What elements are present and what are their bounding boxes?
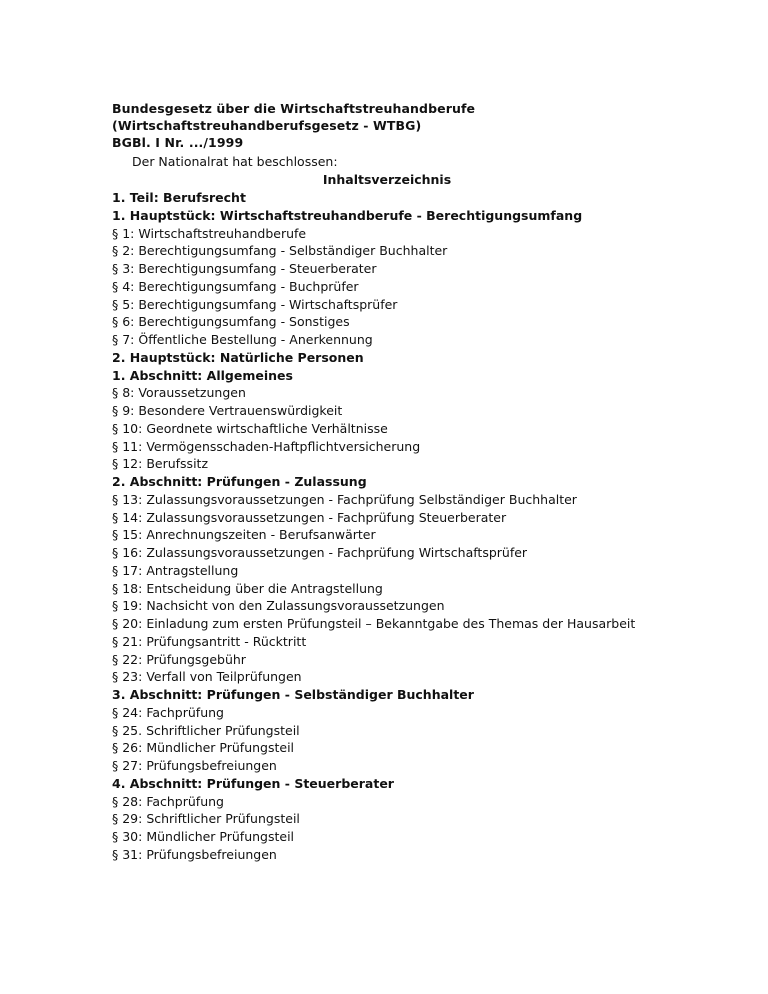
toc-entry: § 24: Fachprüfung (112, 704, 224, 720)
title-line-2: (Wirtschaftstreuhandberufsgesetz - WTBG) (112, 118, 422, 133)
toc-section-heading: 1. Teil: Berufsrecht (112, 190, 246, 205)
toc-section-heading: 2. Abschnitt: Prüfungen - Zulassung (112, 474, 367, 489)
toc-entry: § 9: Besondere Vertrauenswürdigkeit (112, 403, 343, 418)
toc-entry: § 31: Prüfungsbefreiungen (112, 846, 277, 862)
toc-entry: § 13: Zulassungsvoraussetzungen - Fachprüfung Selbständiger Buchhalter (112, 491, 577, 507)
toc-entry: § 3: Berechtigungsumfang - Steuerberater (112, 261, 377, 276)
toc-entry: § 5: Berechtigungsumfang - Wirtschaftsprüfer (112, 296, 398, 312)
toc-entry: § 29: Schriftlicher Prüfungsteil (112, 811, 300, 827)
toc-section-heading: 4. Abschnitt: Prüfungen - Steuerberater (112, 775, 394, 791)
toc-entry: § 18: Entscheidung über die Antragstellung (112, 580, 383, 596)
toc-entry: § 21: Prüfungsantritt - Rücktritt (112, 633, 307, 649)
toc-entry: § 7: Öffentliche Bestellung - Anerkennung (112, 332, 373, 347)
toc-heading: Inhaltsverzeichnis (322, 172, 452, 187)
toc-entry: § 23: Verfall von Teilprüfungen (112, 669, 302, 685)
title-line-3: BGBl. I Nr. .../1999 (112, 135, 244, 150)
toc-entry: § 4: Berechtigungsumfang - Buchprüfer (112, 278, 359, 294)
toc-entry: § 30: Mündlicher Prüfungsteil (112, 829, 295, 844)
toc-entry: § 8: Voraussetzungen (112, 385, 246, 401)
toc-entry: § 14: Zulassungsvoraussetzungen - Fachprüfung Steuerberater (112, 509, 507, 525)
toc-section-heading: 2. Hauptstück: Natürliche Personen (112, 349, 364, 365)
toc-section-heading: 1. Hauptstück: Wirtschaftstreuhandberufe - Berechtigungsumfang (112, 207, 583, 223)
toc-entry: § 26: Mündlicher Prüfungsteil (112, 740, 295, 756)
toc-entry: § 28: Fachprüfung (112, 793, 224, 809)
document-title (112, 100, 475, 151)
toc-entry: § 2: Berechtigungsumfang - Selbständiger Buchhalter (112, 243, 448, 259)
intro-text: Der Nationalrat hat beschlossen: (132, 154, 338, 169)
title-line-1: Bundesgesetz über die Wirtschaftstreuhandberufe (112, 101, 476, 116)
toc-entry: § 22: Prüfungsgebühr (112, 651, 246, 667)
toc-section-heading: 3. Abschnitt: Prüfungen - Selbständiger Buchhalter (112, 687, 474, 702)
toc-entry: § 19: Nachsicht von den Zulassungsvoraussetzungen (112, 598, 445, 614)
toc-entry: § 6: Berechtigungsumfang - Sonstiges (112, 314, 350, 330)
toc-section-heading: 1. Abschnitt: Allgemeines (112, 367, 293, 383)
toc-entry: § 10: Geordnete wirtschaftliche Verhältnisse (112, 420, 388, 436)
toc-entry: § 16: Zulassungsvoraussetzungen - Fachprüfung Wirtschaftsprüfer (112, 545, 528, 560)
toc-entry: § 15: Anrechnungszeiten - Berufsanwärter (112, 527, 376, 543)
toc-entry: § 11: Vermögensschaden-Haftpflichtversicherung (112, 438, 421, 454)
toc-entry: § 27: Prüfungsbefreiungen (112, 758, 277, 773)
toc-entry: § 25. Schriftlicher Prüfungsteil (112, 722, 300, 738)
toc-entry: § 12: Berufssitz (112, 456, 209, 472)
toc-entry: § 20: Einladung zum ersten Prüfungsteil – Bekanntgabe des Themas der Hausarbeit (112, 616, 636, 631)
toc-entry: § 1: Wirtschaftstreuhandberufe (112, 225, 307, 241)
toc-entry: § 17: Antragstellung (112, 562, 239, 578)
table-of-contents (112, 189, 752, 864)
